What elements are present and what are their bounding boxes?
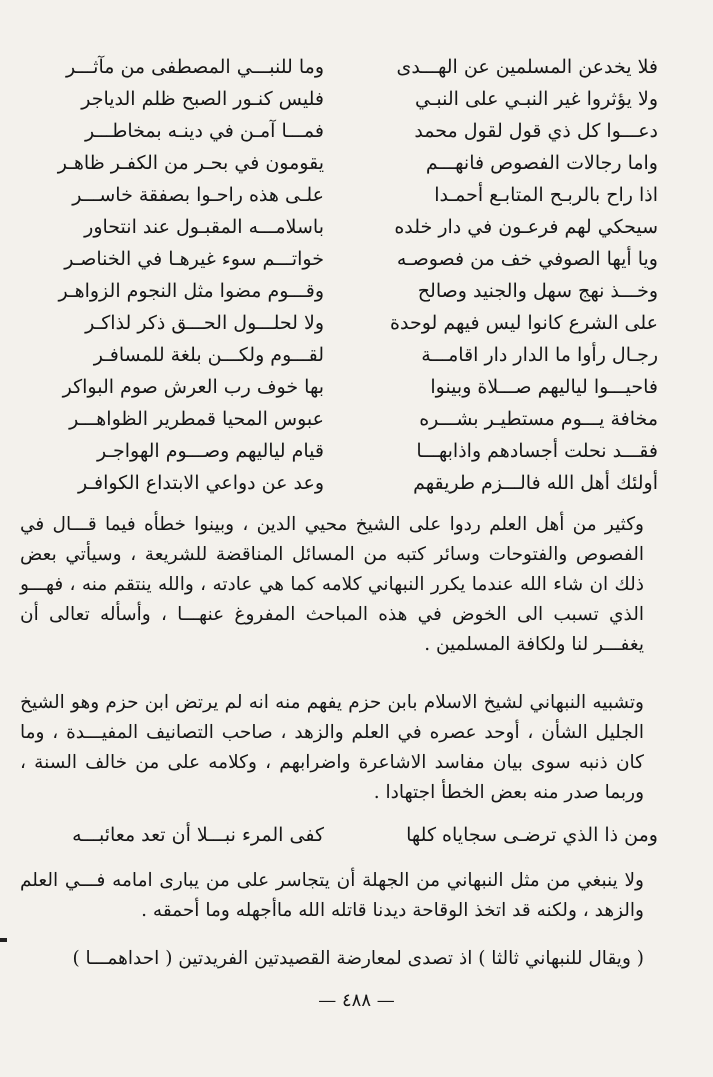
verse-first-hemistich: ولا يؤثروا غير النبـي على النبـي <box>414 88 658 110</box>
prose-section-1 <box>20 510 644 660</box>
poem-line <box>24 436 658 468</box>
verse-first-hemistich: على الشرع كانوا ليس فيهم لوحدة <box>390 312 658 334</box>
verse-first-hemistich: واما رجالات الفصوص فانهـــم <box>425 152 658 174</box>
verse-first-hemistich: أولئك أهل الله فالـــزم طريقهم <box>413 472 658 494</box>
verse-first-hemistich: فلا يخدعن المسلمين عن الهـــدى <box>396 56 658 78</box>
verse-second-hemistich: يقومون في بحـر من الكفـر ظاهـر <box>57 152 324 174</box>
poem-line <box>24 52 658 84</box>
verse-first-hemistich: مخافة يـــوم مستطيـر بشـــره <box>419 408 658 430</box>
verse-first-hemistich: فاحيـــوا لياليهم صـــلاة وبينوا <box>430 376 658 398</box>
paragraph: ولا ينبغي من مثل النبهاني من الجهلة أن يتجاسر على من يبارى امامه فـــي العلم والزهد ، ولكنه قد اتخذ الوقاحة ديدنا قاتله الله ماأجهله وما أحمقه . <box>20 870 644 921</box>
verse-first-hemistich: ومن ذا الذي ترضـى سجاياه كلها <box>406 824 658 846</box>
poem-line <box>24 372 658 404</box>
verse-second-hemistich: فمـــا آمـن في دينـه بمخاطـــر <box>85 120 324 142</box>
poem-line <box>24 244 658 276</box>
verse-second-hemistich: وقـــوم مضوا مثل النجوم الزواهـر <box>58 280 324 302</box>
quoted-verse <box>24 820 658 852</box>
poem-line <box>24 180 658 212</box>
poem-line <box>24 276 658 308</box>
verse-second-hemistich: فليس كنـور الصبح ظلم الدياجر <box>81 88 324 110</box>
verse-first-hemistich: رجـال رأوا ما الدار دار اقامـــة <box>421 344 658 366</box>
verse-first-hemistich: دعـــوا كل ذي قول لقول محمد <box>414 120 658 142</box>
verse-first-hemistich: سيحكي لهم فرعـون في دار خلده <box>394 216 658 238</box>
paragraph: وتشبيه النبهاني لشيخ الاسلام بابن حزم يفهم منه انه لم يرتض ابن حزم وهو الشيخ الجليل الشأن ، أوحد عصره في العلم والزهد ، صاحب التصانيف المفيـــدة ، وما كان ذنبه سوى بيان مفاسد الاشاعرة واضرابهم ، وكلامه على من خالف السنة ، وربما صدر منه بعض الخطأ اجتهادا . <box>20 692 644 803</box>
verse-first-hemistich: اذا راح بالربـح المتابـع أحمـدا <box>434 184 658 206</box>
page-number: — ٤٨٨ — <box>318 990 395 1011</box>
verse-second-hemistich: وعد عن دواعي الابتداع الكوافـر <box>77 472 324 494</box>
verse-second-hemistich: لقـــوم ولكـــن بلغة للمسافـر <box>93 344 324 366</box>
verse-second-hemistich: باسلامـــه المقبـول عند انتحاور <box>84 216 324 238</box>
verse-second-hemistich: كفى المرء نبـــلا أن تعد معائبـــه <box>72 824 324 846</box>
poem-line <box>24 116 658 148</box>
poem-line <box>24 404 658 436</box>
paragraph: وكثير من أهل العلم ردوا على الشيخ محيي الدين ، وبينوا خطأه فيما قـــال في الفصوص والفتوحات وسائر كتبه من المسائل المناقضة للشريعة ، وسيأتي بعض ذلك ان شاء الله عندما يكرر النبهاني كلامه كما هي عادته ، والله ينتقم منه ، فهـــو الذي تسبب الى الخوض في هذه المباحث المفروغ عنهـــا ، وأسأله تعالى أن يغفـــر لنا ولكافة المسلمين . <box>20 514 644 655</box>
poem-line <box>24 468 658 500</box>
verse-second-hemistich: وما للنبـــي المصطفى من مآثـــر <box>65 56 324 78</box>
prose-section-2 <box>20 688 644 808</box>
prose-section-4 <box>20 944 644 974</box>
verse-first-hemistich: ويا أيها الصوفي خف من فصوصـه <box>396 248 658 270</box>
verse-first-hemistich: فقـــد نحلت أجسادهم واذابهـــا <box>416 440 658 462</box>
verse-second-hemistich: علـى هذه راحـوا بصفقة خاســـر <box>72 184 324 206</box>
poem-line <box>24 84 658 116</box>
paragraph: ( ويقال للنبهاني ثالثا ) اذ تصدى لمعارضة القصيدتين الفريدتين ( احداهمـــا ) <box>72 948 644 969</box>
poem-line <box>24 148 658 180</box>
verse-second-hemistich: بها خوف رب العرش صوم البواكر <box>62 376 324 398</box>
poem-line <box>24 340 658 372</box>
verse-first-hemistich: وخـــذ نهج سهل والجنيد وصالح <box>417 280 658 302</box>
poem-line <box>24 308 658 340</box>
verse-second-hemistich: قيام لياليهم وصـــوم الهواجـر <box>96 440 324 462</box>
prose-section-3 <box>20 866 644 926</box>
verse-second-hemistich: عبوس المحيا قمطرير الظواهـــر <box>69 408 324 430</box>
verse-second-hemistich: خواتـــم سوء غيرهـا في الخناصـر <box>64 248 324 270</box>
margin-mark <box>0 938 7 942</box>
poem-line <box>24 212 658 244</box>
verse-second-hemistich: ولا لحلـــول الحـــق ذكر لذاكـر <box>85 312 324 334</box>
